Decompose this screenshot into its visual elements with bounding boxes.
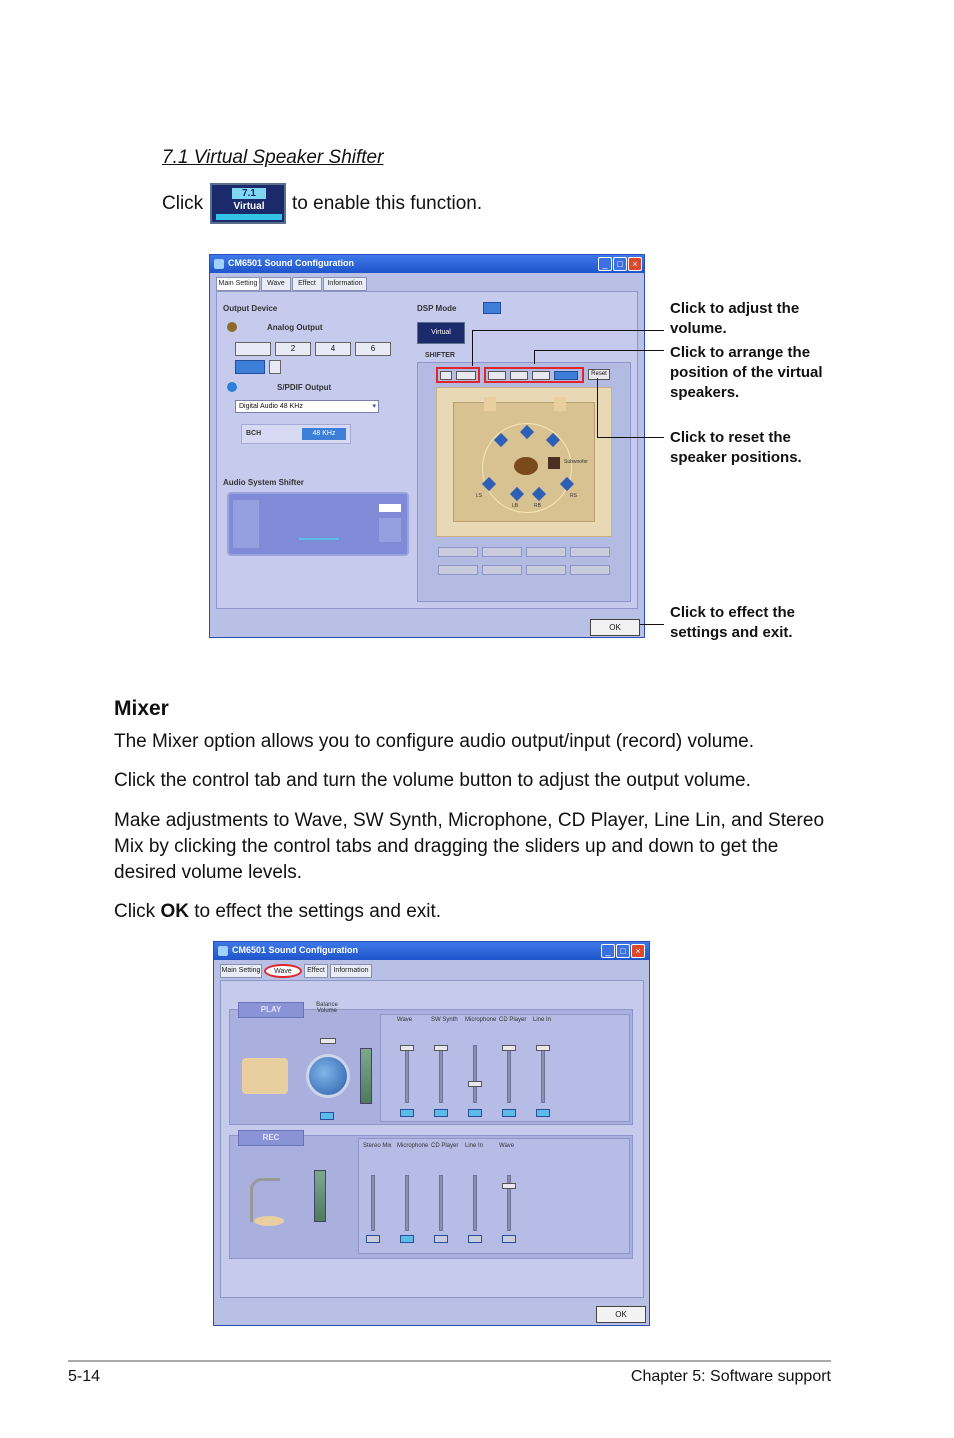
channel-2-button[interactable]: 2 <box>275 342 311 356</box>
play-channel-label: Microphone <box>465 1017 497 1023</box>
wave-panel <box>220 980 644 1298</box>
leader-line-reset-v <box>597 378 598 437</box>
window-titlebar <box>210 255 644 273</box>
play-channel-label: CD Player <box>499 1017 527 1023</box>
master-level-meter <box>360 1048 372 1104</box>
reset-button[interactable]: Reset <box>588 369 610 380</box>
level-readout <box>438 547 478 557</box>
wave-mute[interactable] <box>400 1109 414 1117</box>
callout-effect: Click to effect the settings and exit. <box>670 604 796 641</box>
balance-indicator[interactable] <box>320 1038 336 1044</box>
mixer-paragraph-4 <box>114 899 834 925</box>
rec-section <box>229 1135 633 1259</box>
rs-label: RS <box>570 493 577 499</box>
rec-wave-slider-knob[interactable] <box>502 1183 516 1189</box>
analog-output-label: Analog Output <box>267 323 323 332</box>
channel-6-button[interactable]: 6 <box>355 342 391 356</box>
chapter-label: Chapter 5: Software support <box>630 1368 831 1385</box>
wall-speaker-left <box>484 397 496 411</box>
stereo-mix-slider[interactable] <box>371 1175 375 1231</box>
shifter-line <box>299 538 339 540</box>
headphone-button[interactable] <box>235 342 271 356</box>
rec-channel-label: Stereo Mix <box>363 1143 392 1149</box>
mixer-heading: Mixer <box>114 697 169 720</box>
wall-speaker-right <box>554 397 566 411</box>
sw-synth-mute[interactable] <box>434 1109 448 1117</box>
rec-microphone-select[interactable] <box>400 1235 414 1243</box>
line-in-slider[interactable] <box>541 1045 545 1103</box>
rotate-icon[interactable] <box>510 371 528 380</box>
tab-information[interactable]: Information <box>330 964 372 978</box>
cd-player-slider[interactable] <box>507 1045 511 1103</box>
leader-line-reset <box>597 437 664 438</box>
virtual-room <box>436 387 612 537</box>
rec-line-in-select[interactable] <box>468 1235 482 1243</box>
virtual-button-number: 7.1 <box>232 188 266 199</box>
cd-player-slider-knob[interactable] <box>502 1045 516 1051</box>
tab-main-setting[interactable]: Main Setting <box>220 964 262 978</box>
shifter-scale <box>233 500 259 548</box>
volume-controls-highlight <box>436 367 480 383</box>
shifter-panel <box>417 362 631 602</box>
window-title: CM6501 Sound Configuration <box>228 258 354 268</box>
rec-cd-player-select[interactable] <box>434 1235 448 1243</box>
sound-config-window-wave <box>213 941 650 1326</box>
sound-config-window-main <box>209 254 645 638</box>
play-section <box>229 1002 633 1125</box>
sw-synth-slider[interactable] <box>439 1045 443 1103</box>
bch-box <box>241 424 351 444</box>
rec-tab[interactable]: REC <box>238 1130 304 1146</box>
dsp-mode-icon[interactable] <box>483 302 501 314</box>
virtual-room-floor[interactable] <box>453 402 595 522</box>
callout-volume: Click to adjust the volume. <box>670 300 800 337</box>
level-readout <box>570 547 610 557</box>
play-channel-label: SW Synth <box>431 1017 458 1023</box>
shifter-readout <box>379 504 401 512</box>
rb-label: RB <box>534 503 541 509</box>
rec-cd-player-slider[interactable] <box>439 1175 443 1231</box>
ok-button[interactable]: OK <box>596 1306 646 1323</box>
maximize-button[interactable]: □ <box>616 944 630 958</box>
master-mute-button[interactable] <box>320 1112 334 1120</box>
window-titlebar <box>214 942 649 960</box>
chevron-down-icon: ▾ <box>372 403 376 410</box>
mixer-paragraph-2: Click the control tab and turn the volume button to adjust the output volume. <box>114 770 751 791</box>
tab-main-setting[interactable]: Main Setting <box>216 277 260 291</box>
settings-tool-icon[interactable] <box>269 360 281 374</box>
headphone-arrange-icon[interactable] <box>532 371 550 380</box>
spdif-icon <box>227 382 237 392</box>
sw-synth-slider-knob[interactable] <box>434 1045 448 1051</box>
leader-line-arrange <box>534 350 664 351</box>
ok-button[interactable]: OK <box>590 619 640 636</box>
dsp-virtual-button[interactable]: Virtual <box>417 322 465 344</box>
dsp-mode-label: DSP Mode <box>417 304 457 313</box>
close-button[interactable]: × <box>628 257 642 271</box>
ls-label: LS <box>476 493 483 499</box>
tab-wave[interactable]: Wave <box>261 277 291 291</box>
p4-ok: OK <box>160 901 189 922</box>
leader-line-volume-v <box>472 330 473 366</box>
bch-label: BCH <box>246 430 262 437</box>
volume-icon[interactable] <box>440 371 452 380</box>
main-setting-panel <box>216 291 638 609</box>
tab-effect[interactable]: Effect <box>292 277 322 291</box>
cd-player-mute[interactable] <box>502 1109 516 1117</box>
speaker-level-grid <box>438 547 610 587</box>
speakers-image <box>242 1058 288 1094</box>
speaker-icon <box>227 322 237 332</box>
output-device-label: Output Device <box>223 304 278 313</box>
mixer-paragraph-3: Make adjustments to Wave, SW Synth, Microphone, CD Player, Line Lin, and Stereo Mix by clicking the control tabs and dragging the sliders up and down to get the desired volume levels. <box>114 810 825 883</box>
tab-information[interactable]: Information <box>323 277 367 291</box>
listener-icon <box>514 457 538 475</box>
callout-reset: Click to reset the speaker positions. <box>670 429 802 466</box>
subwoofer-label: Subwoofer <box>564 459 588 465</box>
level-readout <box>438 565 478 575</box>
virtual-button-strip <box>216 214 282 220</box>
wave-slider[interactable] <box>405 1045 409 1103</box>
wave-slider-knob[interactable] <box>400 1045 414 1051</box>
play-tab[interactable]: PLAY <box>238 1002 304 1018</box>
level-readout <box>526 565 566 575</box>
play-channel-label: Line In <box>533 1017 552 1023</box>
rec-channel-label: Microphone <box>397 1143 429 1149</box>
audio-system-shifter-panel[interactable] <box>227 492 409 556</box>
shifter-level <box>379 518 401 542</box>
spdif-output-label: S/PDIF Output <box>277 383 332 392</box>
window-title: CM6501 Sound Configuration <box>232 945 358 955</box>
leader-line-effect <box>640 624 664 625</box>
p4-pre: Click <box>114 901 161 922</box>
rec-microphone-slider[interactable] <box>405 1175 409 1231</box>
bch-value: 48 KHz <box>302 428 346 440</box>
page-number: 5-14 <box>68 1368 101 1385</box>
line-in-slider-knob[interactable] <box>536 1045 550 1051</box>
balance-volume-label: Balance Volume <box>316 1002 338 1014</box>
play-channels <box>380 1014 630 1122</box>
footer-rule <box>68 1360 831 1362</box>
channel-8-button[interactable] <box>235 360 265 374</box>
app-icon <box>214 259 224 269</box>
rec-channels <box>358 1138 630 1254</box>
microphone-slider-knob[interactable] <box>468 1081 482 1087</box>
arrange-controls-highlight <box>484 367 584 383</box>
tab-wave[interactable]: Wave <box>264 964 302 978</box>
arrange-active-icon[interactable] <box>554 371 578 380</box>
leader-line-arrange-v <box>534 350 535 364</box>
microphone-base <box>254 1216 284 1226</box>
rotate-left-icon[interactable] <box>488 371 506 380</box>
rec-line-in-slider[interactable] <box>473 1175 477 1231</box>
lb-label: LB <box>512 503 519 509</box>
volume-mute-icon[interactable] <box>456 371 476 380</box>
p4-post: to effect the settings and exit. <box>188 901 442 922</box>
virtual-button-label: Virtual <box>233 201 265 212</box>
level-readout <box>482 565 522 575</box>
line-in-mute[interactable] <box>536 1109 550 1117</box>
rec-channel-label: CD Player <box>431 1143 459 1149</box>
maximize-button[interactable]: □ <box>613 257 627 271</box>
tab-effect[interactable]: Effect <box>304 964 328 978</box>
click-after-text: to enable this function. <box>292 193 483 214</box>
subwoofer-icon[interactable] <box>548 457 560 469</box>
rec-wave-select[interactable] <box>502 1235 516 1243</box>
close-button[interactable]: × <box>631 944 645 958</box>
level-readout <box>526 547 566 557</box>
callout-arrange: Click to arrange the position of the virtual speakers. <box>670 344 823 401</box>
spdif-select[interactable] <box>235 400 379 413</box>
channel-4-button[interactable]: 4 <box>315 342 351 356</box>
play-channel-label: Wave <box>397 1017 413 1023</box>
shifter-label: SHIFTER <box>425 352 455 359</box>
level-readout <box>570 565 610 575</box>
minimize-button[interactable]: _ <box>601 944 615 958</box>
audio-system-shifter-label: Audio System Shifter <box>223 478 304 487</box>
minimize-button[interactable]: _ <box>598 257 612 271</box>
microphone-mute[interactable] <box>468 1109 482 1117</box>
stereo-mix-select[interactable] <box>366 1235 380 1243</box>
leader-line-volume <box>472 330 664 331</box>
app-icon <box>218 946 228 956</box>
click-word: Click <box>162 193 204 214</box>
rec-channel-label: Line In <box>465 1143 484 1149</box>
spdif-select-value: Digital Audio 48 KHz <box>239 403 303 410</box>
rec-channel-label: Wave <box>499 1143 515 1149</box>
mixer-paragraph-1: The Mixer option allows you to configure audio output/input (record) volume. <box>114 731 755 752</box>
rec-level-meter <box>314 1170 326 1222</box>
section-heading: 7.1 Virtual Speaker Shifter <box>162 147 384 168</box>
level-readout <box>482 547 522 557</box>
virtual-shifter-button[interactable] <box>210 183 286 224</box>
microphone-slider[interactable] <box>473 1045 477 1103</box>
volume-knob[interactable] <box>306 1054 350 1098</box>
